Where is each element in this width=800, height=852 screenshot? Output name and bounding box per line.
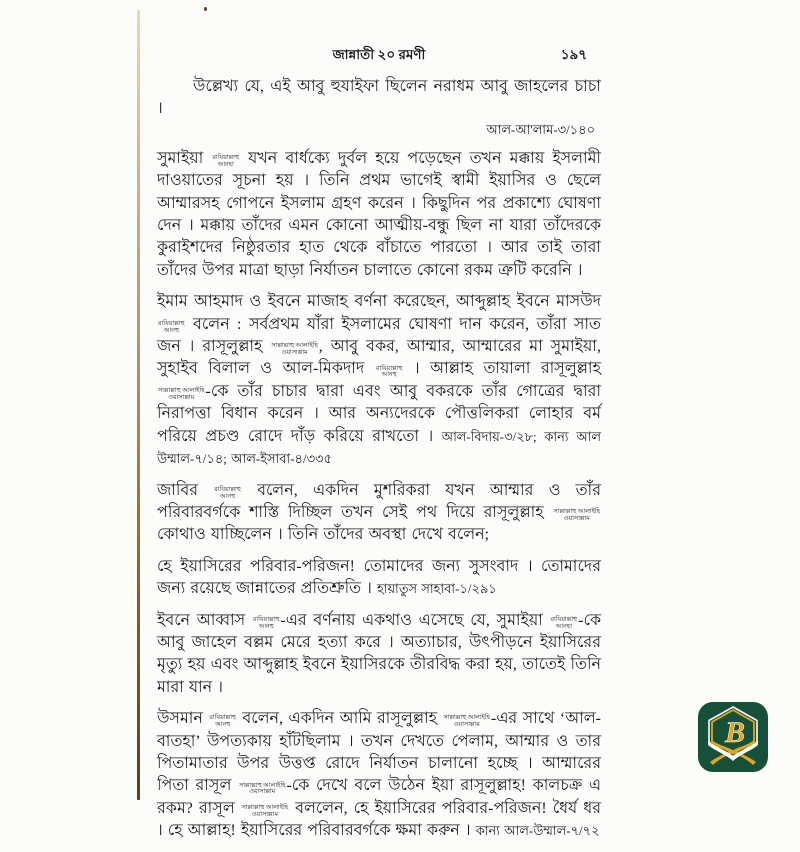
body-text: -কে তাঁর চাচার দ্বারা এবং আবু বকরকে তাঁর গোত্রের দ্বারা নিরাপত্তা বিধান করেন । আর অন্যদেরকে পৌত্তলিকরা লোহার বর্ম পরিয়ে প্রচণ্ড রোদে দাঁড় করিয়ে রাখতো ।: [157, 382, 601, 445]
body-text: কোথাও যাচ্ছিলেন । তিনি তাঁদের অবস্থা দেখে বলেন;: [157, 526, 490, 544]
scan-speck: [204, 7, 207, 11]
honorific-sallallahu: সাল্লাল্লাহু আলাইহি ওয়াসাল্লাম: [271, 342, 318, 357]
logo-letter: B: [724, 716, 746, 749]
body-text: বলেন, একদিন আমি রাসূলুল্লাহ: [236, 710, 443, 728]
source-reference: আল-বিদায়-৩/২৮; কান্য আল উম্মাল-৭/১৪; আল-ইসাবা-৪/৩৩৫: [157, 429, 601, 467]
honorific-razi-anhu: রাযিয়াল্লাহু আনহু: [375, 364, 403, 379]
body-text: উসমান: [157, 710, 209, 728]
honorific-razi-anha: রাযিয়াল্লাহু আনহা: [212, 154, 239, 168]
honorific-sallallahu: সাল্লাল্লাহু আলাইহি ওয়াসাল্লাম: [553, 508, 600, 522]
honorific-razi-anhu: রাযিয়াল্লাহু আনহু: [252, 615, 280, 630]
book-page: [157, 46, 601, 852]
page-header: [157, 46, 601, 63]
body-text: -এর বর্ণনায় একথাও এসেছে যে, সুমাইয়া: [280, 611, 550, 629]
source-reference: হায়াতুস সাহাবা-১/২৯১: [376, 582, 497, 597]
honorific-sallallahu: সাল্লাল্লাহু আলাইহি ওয়াসাল্লাম: [241, 803, 289, 818]
running-title: জান্নাতী ২০ রমণী: [332, 47, 426, 62]
paragraph-3: [157, 291, 601, 470]
paragraph-5: [157, 556, 601, 601]
page-body: [157, 76, 601, 843]
body-text: উল্লেখ্য যে, এই আবু হুযাইফা ছিলেন নরাধম আবু জাহলের চাচা ।: [157, 78, 601, 118]
page-number: ১৯৭: [560, 47, 587, 62]
paragraph-2: [157, 148, 601, 282]
body-text: হে ইয়াসিরের পরিবার-পরিজন! তোমাদের জন্য সুসংবাদ । তোমাদের জন্য রয়েছে জান্নাতের প্রতিশ্রুতি ।: [157, 557, 601, 598]
body-text: ইমাম আহমাদ ও ইবনে মাজাহ বর্ণনা করেছেন, আব্দুল্লাহ ইবনে মাসউদ: [157, 293, 601, 311]
body-text: , আবু বকর, আম্মার, আম্মারের মা সুমাইয়া, সুহাইব বিলাল ও আল-মিকদাদ: [157, 338, 601, 378]
scan-gutter-line: [137, 10, 140, 800]
paragraph-6: [157, 610, 601, 700]
body-text: জাবির: [157, 481, 214, 499]
body-text: বললেন, হে ইয়াসিরের পরিবার-পরিজন! ধৈর্য ধর । হে আল্লাহ! ইয়াসিরের পরিবারবর্গকে ক্ষমা করুন ।: [157, 799, 601, 840]
honorific-sallallahu: সাল্লাল্লাহু আলাইহি ওয়াসাল্লাম: [238, 781, 286, 796]
body-text: যখন বার্ধক্যে দুর্বল হয়ে পড়েছেন তখন মক্কায় ইসলামী দাওয়াতের সূচনা হয় । তিনি প্রথম ভাগেই স্বামী ইয়াসির ও ছেলে আম্মারসহ গোপনে ইসলাম গ্রহণ করেন । কিছুদিন পর প্রকাশ্যে ঘোষণা দেন । মক্কায় তাঁদের এমন কোনো আত্মীয়-বন্ধু ছিল না যারা তাঁদেরকে কুরাইশদের নিষ্ঠুরতার হাত থেকে বাঁচাতে পারতো । আর তাই তারা তাঁদের উপর মাত্রা ছাড়া নির্যাতন চালাতে কোনো রকম ত্রুটি করেনি ।: [157, 149, 602, 279]
honorific-razi-anhu: রাযিয়াল্লাহু আনহু: [209, 714, 236, 729]
body-text: বলেন, একদিন মুশরিকরা যখন আম্মার ও তাঁর পরিবারবর্গকে শাস্তি দিচ্ছিল তখন সেই পথ দিয়ে রাসূলুল্লাহ: [157, 481, 601, 521]
honorific-sallallahu: সাল্লাল্লাহু আলাইহি ওয়াসাল্লাম: [443, 714, 490, 729]
publisher-logo: [697, 701, 769, 773]
source-reference: কান্য আল-উম্মাল-৭/৭২: [475, 824, 600, 839]
body-text: -এর সাথে ‘আল-বাতহা’ উপত্যকায় হাঁটছিলাম । তখন দেখতে পেলাম, আম্মার ও তার পিতামাতার উপর উত্তপ্ত রোদে নির্যাতন চালানো হচ্ছে । আম্মারের পিতা রাসূল: [157, 710, 601, 795]
paragraph-7: [157, 708, 601, 842]
paragraph-1: [157, 76, 601, 139]
body-text: -কে দেখে বলে উঠেন ইয়া রাসূলুল্লাহ! কালচক্র এ রকম? রাসূল: [157, 777, 601, 817]
body-text: সুমাইয়া: [157, 149, 212, 167]
body-text: ইবনে আব্বাস: [157, 611, 252, 629]
body-text: । আল্লাহ তায়ালা রাসূলুল্লাহ: [403, 360, 602, 378]
body-text: বলেন : সর্বপ্রথম যাঁরা ইসলামের ঘোষণা দান করেন, তাঁরা সাত জন । রাসূলুল্লাহ: [157, 315, 601, 356]
honorific-razi-anha: রাযিয়াল্লাহু আনহা: [550, 615, 578, 630]
paragraph-4: [157, 480, 601, 547]
honorific-razi-anhu: রাযিয়াল্লাহু আনহু: [158, 319, 185, 334]
body-text: -কে আবু জাহেল বল্লম মেরে হত্যা করে । অত্যাচার, উৎপীড়নে ইয়াসিরের মৃত্যু হয় এবং আব্দুল্লাহ ইবনে ইয়াসিরকে তীরবিদ্ধ করা হয়, তাতেই তিনি মারা যান ।: [157, 611, 601, 696]
honorific-sallallahu: সাল্লাল্লাহু আলাইহি ওয়াসাল্লাম: [158, 387, 205, 401]
source-reference-line: আল-আ'লাম-৩/১৪০: [486, 122, 595, 137]
honorific-razi-anhu: রাযিয়াল্লাহু আনহু: [214, 485, 241, 500]
